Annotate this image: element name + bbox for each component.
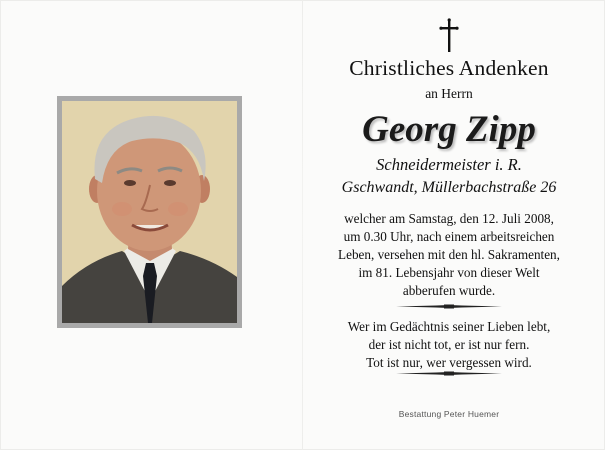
occupation: Schneidermeister i. R. (376, 155, 522, 174)
portrait-photo-frame (57, 96, 242, 328)
poem-line: der ist nicht tot, er ist nur fern. (368, 337, 530, 352)
text-panel (318, 0, 580, 450)
portrait-photo (62, 101, 237, 323)
obituary-line: um 0.30 Uhr, nach einem arbeitsreichen (343, 229, 555, 244)
card-heading: Christliches Andenken (349, 56, 549, 80)
card-subheading: an Herrn (425, 86, 473, 101)
obituary-line: Leben, versehen mit den hl. Sakramenten, (338, 247, 560, 262)
ornament-divider (396, 303, 502, 310)
address: Gschwandt, Müllerbachstraße 26 (341, 179, 557, 196)
poem-line: Tot ist nur, wer vergessen wird. (366, 355, 532, 370)
cross-icon (438, 18, 460, 54)
poem-line: Wer im Gedächtnis seiner Lieben lebt, (347, 319, 551, 334)
obituary-line: im 81. Lebensjahr von dieser Welt (358, 265, 540, 280)
card-fold-line (302, 0, 303, 450)
obituary-line: welcher am Samstag, den 12. Juli 2008, (344, 211, 554, 226)
obituary-text (318, 210, 580, 300)
funeral-home: Bestattung Peter Huemer (398, 409, 500, 419)
memorial-poem (318, 318, 580, 372)
obituary-line: abberufen wurde. (402, 283, 496, 298)
deceased-name: Georg Zipp (362, 109, 536, 150)
ornament-divider (396, 370, 502, 377)
